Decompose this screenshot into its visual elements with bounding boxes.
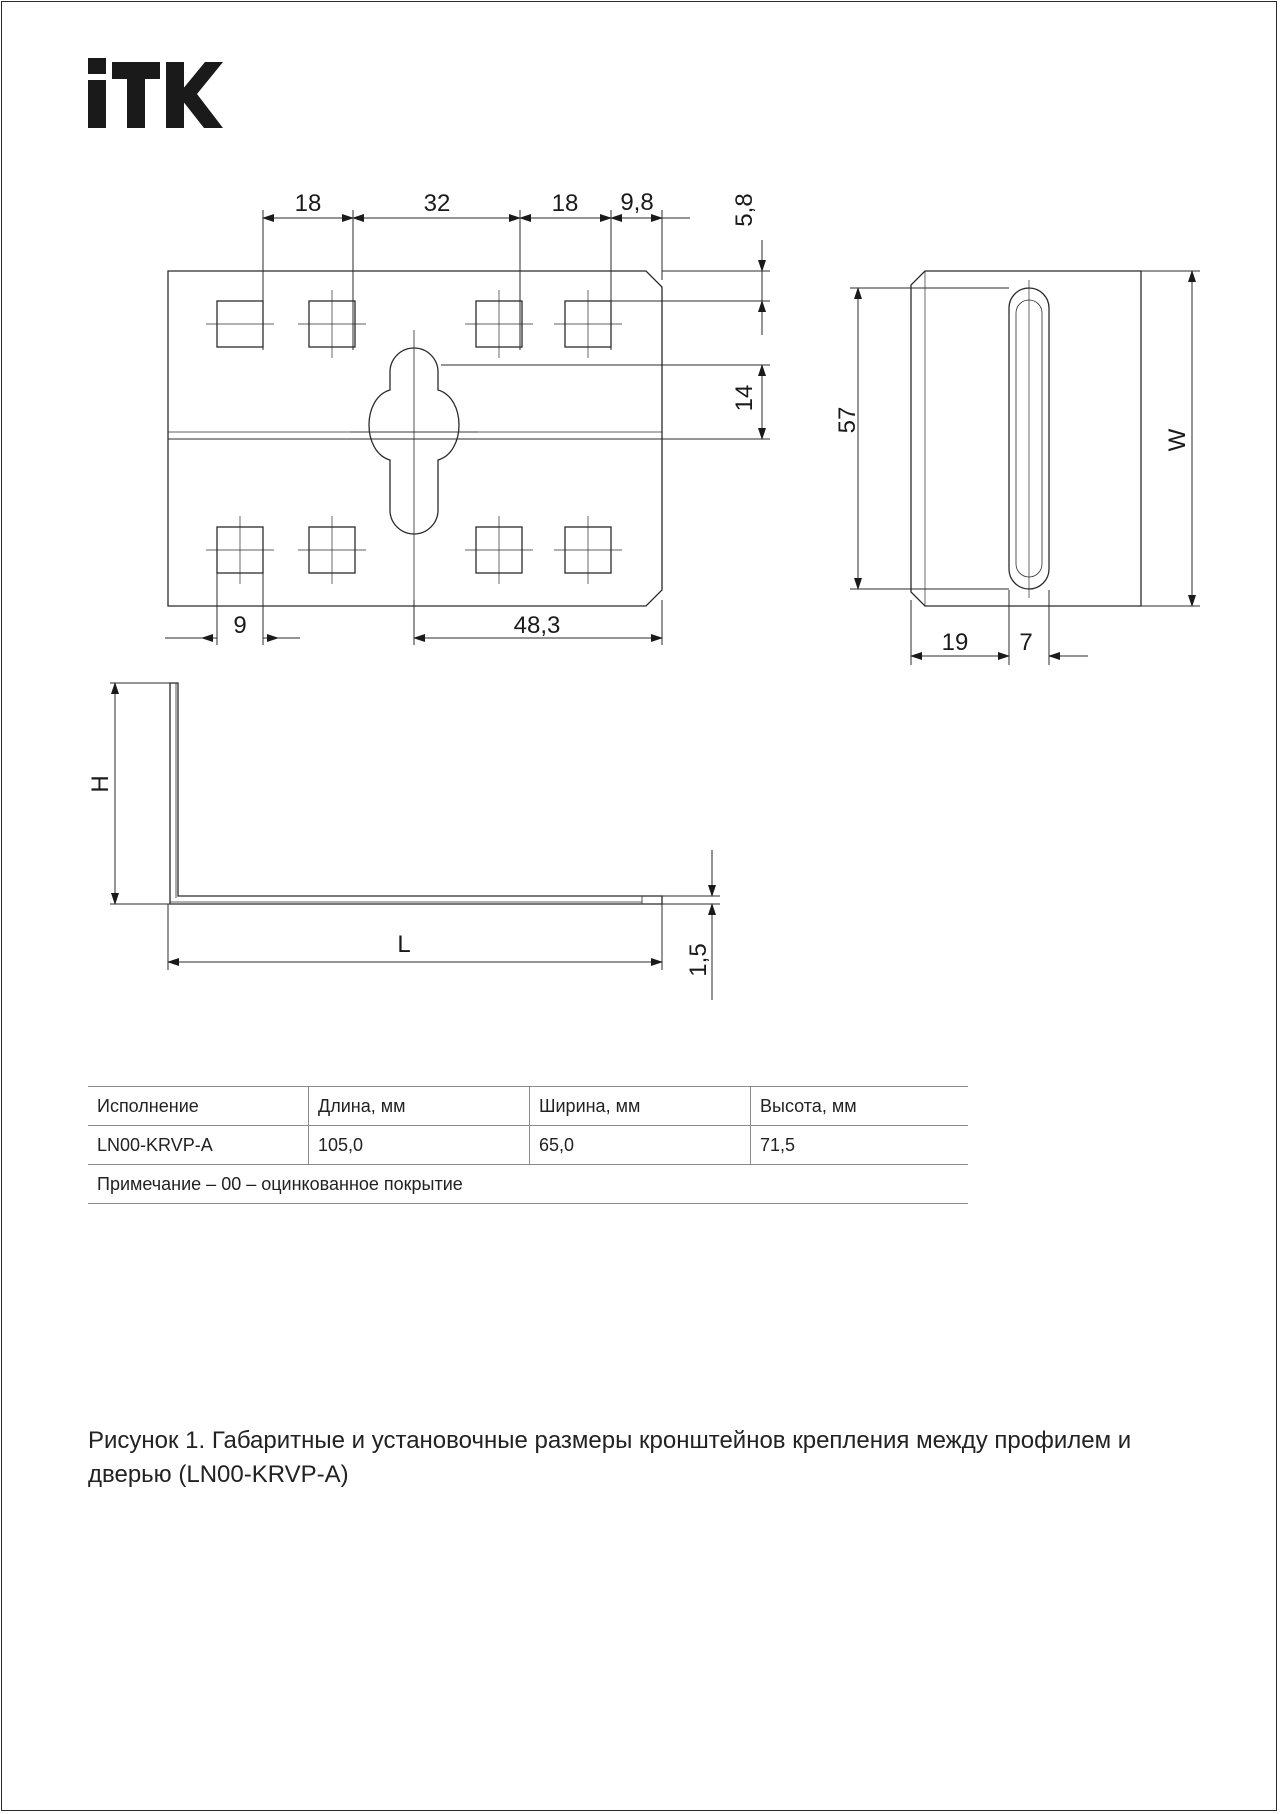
dim-18-right: 18 [551, 190, 579, 217]
dim-7: 7 [1019, 629, 1033, 656]
table-header-row [88, 1087, 968, 1126]
dim-l: L [397, 931, 411, 958]
dim-57: 57 [834, 406, 861, 434]
dim-h: H [87, 775, 114, 793]
dim-9: 9 [233, 612, 247, 639]
spec-table [88, 1086, 968, 1204]
table-header-cell: Высота, мм [751, 1087, 969, 1126]
dim-9-8: 9,8 [620, 189, 654, 216]
dim-w: W [1164, 428, 1191, 452]
table-cell: 71,5 [751, 1126, 969, 1165]
top-view [165, 210, 770, 645]
table-row [88, 1126, 968, 1165]
side-view [850, 271, 1200, 665]
dim-18-left: 18 [294, 190, 322, 217]
dim-5-8: 5,8 [731, 193, 758, 227]
angle-profile [170, 683, 662, 904]
profile-view [110, 683, 720, 1000]
side-view-outline [911, 271, 1141, 606]
table-cell: 65,0 [530, 1126, 751, 1165]
side-view-dimension-labels [834, 407, 1191, 656]
table-note-row [88, 1165, 968, 1204]
dim-14: 14 [731, 384, 758, 412]
table-header-cell: Длина, мм [309, 1087, 530, 1126]
top-view-dimension-labels [233, 189, 758, 639]
table-header-cell: Исполнение [88, 1087, 309, 1126]
dim-19: 19 [941, 629, 969, 656]
dim-32: 32 [423, 190, 451, 217]
figure-caption: Рисунок 1. Габаритные и установочные размеры кронштейнов крепления между профилем и дверью (LN00-KRVP-A) [88, 1427, 1132, 1488]
profile-view-dimension-labels [87, 775, 712, 976]
table-cell: 105,0 [309, 1126, 530, 1165]
dim-1-5: 1,5 [685, 943, 712, 977]
table-header-cell: Ширина, мм [530, 1087, 751, 1126]
table-cell: LN00-KRVP-A [88, 1126, 309, 1165]
dim-48-3: 48,3 [513, 612, 561, 639]
table-note: Примечание – 00 – оцинкованное покрытие [88, 1165, 968, 1204]
